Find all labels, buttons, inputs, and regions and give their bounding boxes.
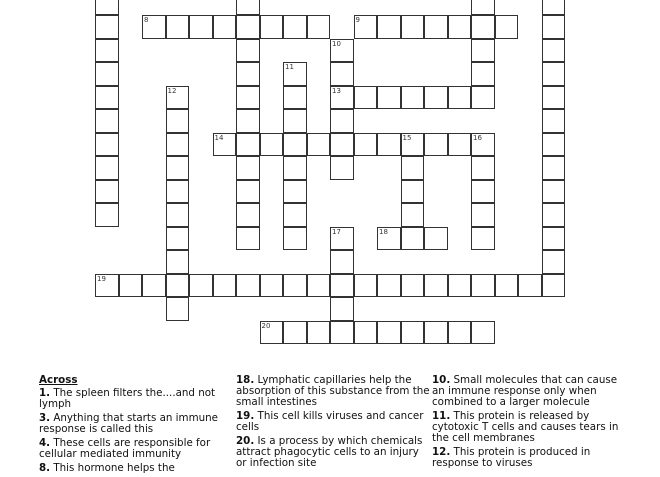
crossword-cell[interactable]: [283, 227, 307, 251]
crossword-cell[interactable]: [401, 86, 425, 110]
crossword-cell[interactable]: [260, 274, 284, 298]
cell-number: 9: [355, 16, 360, 24]
crossword-cell[interactable]: [283, 133, 307, 157]
clue-text: The spleen filters the....and not lymph: [39, 387, 216, 410]
crossword-cell[interactable]: [424, 227, 448, 251]
crossword-cell[interactable]: [236, 227, 260, 251]
crossword-cell[interactable]: [307, 321, 331, 345]
crossword-cell[interactable]: [330, 62, 354, 86]
crossword-cell[interactable]: [471, 39, 495, 63]
crossword-cell[interactable]: [495, 274, 519, 298]
cell-number: 14: [214, 133, 224, 142]
clue-across-4: [39, 438, 234, 460]
crossword-cell[interactable]: [542, 109, 566, 133]
crossword-cell[interactable]: [166, 274, 190, 298]
cell-number: 8: [144, 16, 149, 24]
crossword-cell[interactable]: [542, 156, 566, 180]
crossword-cell[interactable]: [448, 274, 472, 298]
crossword-cell[interactable]: [448, 133, 472, 157]
crossword-cell[interactable]: [166, 180, 190, 204]
crossword-cell[interactable]: [448, 321, 472, 345]
crossword-cell[interactable]: [330, 250, 354, 274]
crossword-cell[interactable]: [283, 203, 307, 227]
crossword-cell[interactable]: [142, 274, 166, 298]
crossword-cell[interactable]: [236, 109, 260, 133]
clue-down-10: [432, 375, 627, 408]
clue-number: 8.: [39, 462, 51, 474]
crossword-cell[interactable]: [542, 15, 566, 39]
crossword-cell[interactable]: [471, 180, 495, 204]
cell-number: 19: [97, 274, 106, 283]
clue-text: This protein is released by cytotoxic T cells and causes tears in the cell membranes: [432, 410, 619, 444]
crossword-cell[interactable]: [283, 156, 307, 180]
cell-number: 12: [167, 86, 177, 95]
crossword-cell[interactable]: [166, 15, 190, 39]
crossword-cell[interactable]: [401, 133, 425, 157]
crossword-cell[interactable]: [495, 15, 519, 39]
crossword-cell[interactable]: [330, 39, 354, 63]
clue-number: 10.: [432, 374, 451, 386]
crossword-cell[interactable]: [424, 133, 448, 157]
crossword-cell[interactable]: [307, 133, 331, 157]
crossword-cell[interactable]: [283, 86, 307, 110]
crossword-cell[interactable]: [189, 274, 213, 298]
crossword-cell[interactable]: [424, 274, 448, 298]
crossword-cell[interactable]: [330, 321, 354, 345]
clue-text: This hormone helps the: [50, 462, 175, 474]
clue-column-1: [39, 375, 234, 477]
crossword-cell[interactable]: [542, 250, 566, 274]
crossword-cell[interactable]: [448, 86, 472, 110]
crossword-cell[interactable]: [236, 274, 260, 298]
crossword-cell[interactable]: [236, 62, 260, 86]
across-heading: Across: [39, 374, 78, 386]
clue-down-12: [432, 447, 627, 469]
crossword-cell[interactable]: [95, 180, 119, 204]
cell-number: 17: [332, 227, 341, 236]
crossword-cell[interactable]: [377, 133, 401, 157]
crossword-cell[interactable]: [95, 133, 119, 157]
crossword-cell[interactable]: [166, 297, 190, 321]
crossword-cell[interactable]: [424, 15, 448, 39]
crossword-cell[interactable]: [542, 274, 566, 298]
crossword-cell[interactable]: [354, 15, 378, 39]
clue-number: 12.: [432, 446, 451, 458]
crossword-cell[interactable]: [95, 62, 119, 86]
crossword-cell[interactable]: [471, 203, 495, 227]
crossword-cell[interactable]: [166, 156, 190, 180]
crossword-cell[interactable]: [236, 0, 260, 15]
crossword-cell[interactable]: [283, 321, 307, 345]
crossword-cell[interactable]: [471, 156, 495, 180]
cell-number: 13: [332, 86, 341, 95]
crossword-cell[interactable]: [166, 250, 190, 274]
crossword-cell[interactable]: [236, 133, 260, 157]
crossword-cell[interactable]: [542, 133, 566, 157]
clue-across-1: [39, 388, 234, 410]
cell-number: 20: [261, 321, 271, 330]
crossword-cell[interactable]: [213, 133, 237, 157]
crossword-cell[interactable]: [471, 321, 495, 345]
crossword-cell[interactable]: [424, 321, 448, 345]
clue-number: 20.: [236, 435, 255, 447]
crossword-cell[interactable]: [377, 15, 401, 39]
crossword-cell[interactable]: [542, 39, 566, 63]
crossword-cell[interactable]: [283, 109, 307, 133]
crossword-cell[interactable]: [260, 321, 284, 345]
crossword-cell[interactable]: [377, 227, 401, 251]
clue-column-2: [236, 375, 431, 472]
crossword-cell[interactable]: [471, 0, 495, 15]
crossword-cell[interactable]: [236, 15, 260, 39]
cell-number: 11: [285, 63, 294, 71]
crossword-cell[interactable]: [330, 156, 354, 180]
crossword-cell[interactable]: [189, 15, 213, 39]
crossword-cell[interactable]: [542, 180, 566, 204]
clue-number: 11.: [432, 410, 451, 422]
crossword-cell[interactable]: [330, 133, 354, 157]
crossword-cell[interactable]: [471, 133, 495, 157]
crossword-cell[interactable]: [471, 86, 495, 110]
crossword-cell[interactable]: [471, 62, 495, 86]
clue-number: 1.: [39, 387, 51, 399]
crossword-cell[interactable]: [95, 86, 119, 110]
crossword-cell[interactable]: [236, 86, 260, 110]
crossword-cell[interactable]: [95, 15, 119, 39]
clue-text: This cell kills viruses and cancer cells: [236, 410, 424, 433]
crossword-cell[interactable]: [401, 156, 425, 180]
crossword-cell[interactable]: [307, 15, 331, 39]
clue-text: Anything that starts an immune response is called this: [39, 412, 218, 435]
crossword-cell[interactable]: [95, 203, 119, 227]
crossword-cell[interactable]: [401, 321, 425, 345]
crossword-cell[interactable]: [542, 203, 566, 227]
crossword-cell[interactable]: [471, 227, 495, 251]
clue-down-11: [432, 411, 627, 444]
crossword-cell[interactable]: [95, 109, 119, 133]
crossword-cell[interactable]: [330, 227, 354, 251]
crossword-cell[interactable]: [119, 274, 143, 298]
crossword-cell[interactable]: [401, 274, 425, 298]
crossword-cell[interactable]: [542, 86, 566, 110]
crossword-cell[interactable]: [401, 15, 425, 39]
crossword-cell[interactable]: [518, 274, 542, 298]
clue-across-19: [236, 411, 431, 433]
crossword-cell[interactable]: [542, 62, 566, 86]
clue-across-20: [236, 436, 431, 469]
crossword-cell[interactable]: [471, 15, 495, 39]
crossword-cell[interactable]: [330, 274, 354, 298]
crossword-cell[interactable]: [166, 86, 190, 110]
clue-text: Is a process by which chemicals attract phagocytic cells to an injury or infection site: [236, 435, 423, 469]
cell-number: 10: [332, 39, 341, 48]
clue-across-18: [236, 375, 431, 408]
crossword-cell[interactable]: [401, 203, 425, 227]
crossword-cell[interactable]: [471, 274, 495, 298]
crossword-cell[interactable]: [166, 133, 190, 157]
crossword-cell[interactable]: [542, 0, 566, 15]
crossword-cell[interactable]: [260, 133, 284, 157]
crossword-cell[interactable]: [283, 274, 307, 298]
crossword-cell[interactable]: [354, 133, 378, 157]
crossword-cell[interactable]: [166, 109, 190, 133]
crossword-cell[interactable]: [330, 297, 354, 321]
crossword-cell[interactable]: [236, 156, 260, 180]
crossword-cell[interactable]: [330, 109, 354, 133]
crossword-cell[interactable]: [401, 227, 425, 251]
crossword-cell[interactable]: [236, 180, 260, 204]
crossword-cell[interactable]: [354, 274, 378, 298]
crossword-cell[interactable]: [377, 321, 401, 345]
crossword-cell[interactable]: [95, 274, 119, 298]
crossword-cell[interactable]: [377, 86, 401, 110]
cell-number: 16: [473, 133, 482, 142]
clue-text: These cells are responsible for cellular mediated immunity: [39, 437, 211, 460]
crossword-cell[interactable]: [307, 274, 331, 298]
crossword-cell[interactable]: [213, 274, 237, 298]
clue-text: Small molecules that can cause an immune response only when combined to a larger molecule: [432, 374, 618, 408]
crossword-cell[interactable]: [330, 86, 354, 110]
crossword-cell[interactable]: [213, 15, 237, 39]
crossword-cell[interactable]: [95, 0, 119, 15]
crossword-cell[interactable]: [95, 39, 119, 63]
cell-number: 18: [379, 227, 388, 236]
crossword-cell[interactable]: [542, 227, 566, 251]
crossword-cell[interactable]: [283, 15, 307, 39]
crossword-cell[interactable]: [377, 274, 401, 298]
clue-across-8: [39, 463, 234, 474]
crossword-cell[interactable]: [236, 203, 260, 227]
crossword-cell[interactable]: [354, 86, 378, 110]
clue-number: 4.: [39, 437, 51, 449]
crossword-cell[interactable]: [424, 86, 448, 110]
crossword-cell[interactable]: [283, 62, 307, 86]
crossword-cell[interactable]: [401, 180, 425, 204]
crossword-cell[interactable]: [95, 156, 119, 180]
clue-across-3: [39, 413, 234, 435]
clue-text: Lymphatic capillaries help the absorption of this substance from the small intestines: [236, 374, 430, 408]
clue-number: 3.: [39, 412, 51, 424]
clue-number: 19.: [236, 410, 255, 422]
crossword-cell[interactable]: [236, 39, 260, 63]
clue-text: This protein is produced in response to viruses: [432, 446, 591, 469]
clue-column-3: [432, 375, 627, 472]
crossword-cell[interactable]: [166, 227, 190, 251]
crossword-cell[interactable]: [142, 15, 166, 39]
crossword-cell[interactable]: [283, 180, 307, 204]
clue-number: 18.: [236, 374, 255, 386]
crossword-cell[interactable]: [448, 15, 472, 39]
cell-number: 15: [402, 133, 412, 142]
crossword-cell[interactable]: [354, 321, 378, 345]
crossword-cell[interactable]: [260, 15, 284, 39]
crossword-cell[interactable]: [166, 203, 190, 227]
